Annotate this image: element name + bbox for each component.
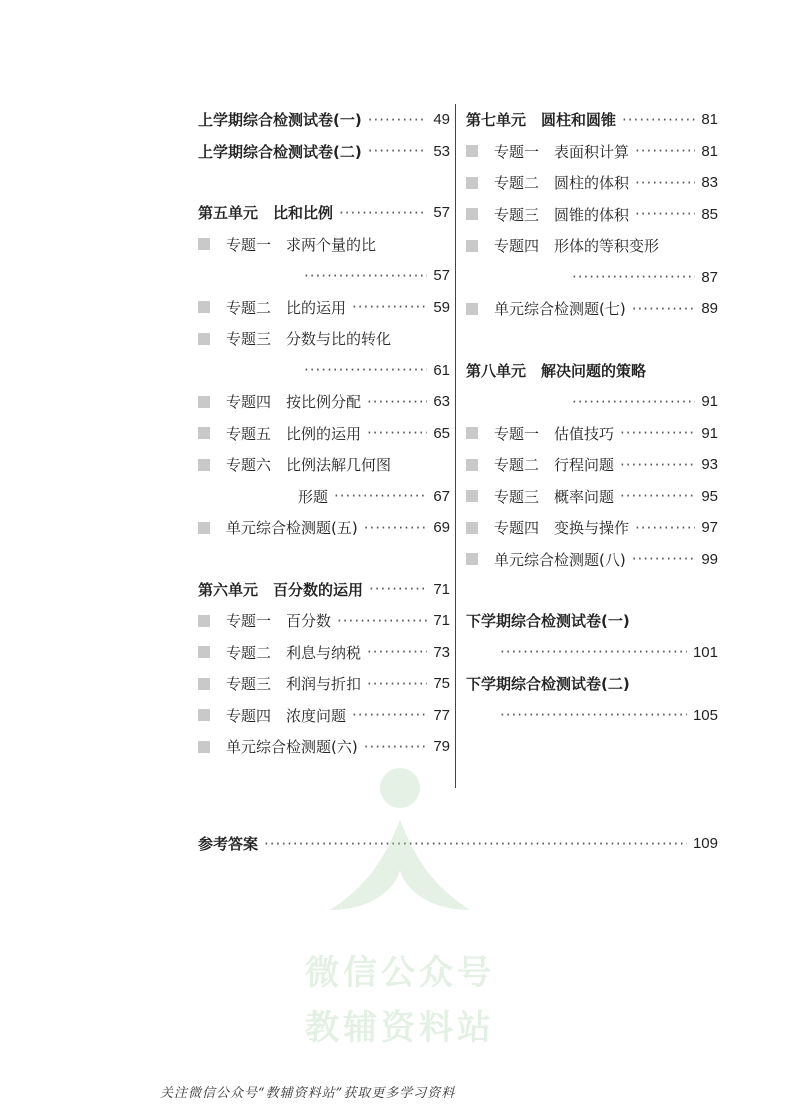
- toc-entry-label: 形题: [298, 487, 329, 506]
- toc-entry-label: 专题一 表面积计算: [494, 142, 630, 161]
- leader-dots: [304, 361, 427, 379]
- toc-entry-label: 专题二 利息与纳税: [226, 643, 362, 662]
- toc-page-number: 67: [433, 487, 450, 505]
- toc-entry[interactable]: [466, 167, 718, 199]
- toc-page-number: 85: [701, 205, 718, 223]
- leader-dots: [368, 142, 428, 160]
- bullet-square-icon: [466, 208, 478, 220]
- toc-entry-label: 专题三 利润与折扣: [226, 675, 362, 694]
- toc-entry-label: 专题五 比例的运用: [226, 424, 362, 443]
- toc-page-number: 97: [701, 519, 718, 537]
- toc-page-number: 81: [701, 111, 718, 129]
- bullet-square-icon: [198, 522, 210, 534]
- leader-dots: [500, 706, 687, 724]
- toc-entry-label: 第七单元 圆柱和圆锥: [466, 111, 617, 130]
- toc-entry[interactable]: [466, 700, 718, 732]
- toc-entry-label: 第五单元 比和比例: [198, 204, 334, 223]
- bullet-square-icon: [466, 303, 478, 315]
- toc-entry[interactable]: [466, 230, 718, 262]
- bullet-square-icon: [198, 301, 210, 313]
- toc-page-number: 71: [433, 612, 450, 630]
- toc-entry-label: 专题三 概率问题: [494, 487, 615, 506]
- toc-entry[interactable]: [466, 104, 718, 136]
- watermark-line-2: 教辅资料站: [305, 1008, 495, 1048]
- toc-entry[interactable]: [198, 197, 450, 229]
- toc-entry[interactable]: [466, 355, 718, 387]
- bullet-square-icon: [198, 238, 210, 250]
- leader-dots: [337, 612, 427, 630]
- leader-dots: [364, 519, 428, 537]
- toc-entry-label: 专题二 圆柱的体积: [494, 174, 630, 193]
- toc-page-number: 99: [701, 550, 718, 568]
- toc-entry-label: 第六单元 百分数的运用: [198, 580, 364, 599]
- toc-entry[interactable]: [198, 512, 450, 544]
- toc-entry-label: 第八单元 解决问题的策略: [466, 361, 647, 380]
- toc-entry[interactable]: [466, 512, 718, 544]
- toc-entry[interactable]: [198, 229, 450, 261]
- toc-page-number: 83: [701, 174, 718, 192]
- toc-entry-label: 专题一 估值技巧: [494, 424, 615, 443]
- leader-dots: [352, 706, 427, 724]
- toc-entry[interactable]: [466, 544, 718, 576]
- toc-entry[interactable]: [466, 386, 718, 418]
- toc-page-number: 89: [701, 300, 718, 318]
- toc-entry-label: 单元综合检测题(七): [494, 300, 626, 319]
- toc-entry-label: 专题四 形体的等积变形: [494, 237, 660, 256]
- toc-entry-label: 单元综合检测题(八): [494, 550, 626, 569]
- toc-page-number: 91: [701, 393, 718, 411]
- toc-page-number: 59: [433, 298, 450, 316]
- bullet-square-icon: [466, 177, 478, 189]
- leader-dots: [352, 298, 427, 316]
- toc-entry-label: 专题二 行程问题: [494, 456, 615, 475]
- toc-entry[interactable]: [198, 323, 450, 355]
- toc-page-number: 69: [433, 519, 450, 537]
- bullet-square-icon: [466, 145, 478, 157]
- toc-entry[interactable]: [198, 449, 450, 481]
- toc-entry[interactable]: [466, 262, 718, 294]
- leader-dots: [367, 424, 427, 442]
- toc-page-number: 87: [701, 268, 718, 286]
- toc-entry-label: 上学期综合检测试卷(二): [198, 142, 362, 161]
- toc-entry-label: 专题四 变换与操作: [494, 519, 630, 538]
- bullet-square-icon: [198, 396, 210, 408]
- toc-page-number: 63: [433, 393, 450, 411]
- bullet-square-icon: [466, 459, 478, 471]
- toc-entry[interactable]: [466, 449, 718, 481]
- leader-dots: [572, 268, 695, 286]
- toc-entry[interactable]: [466, 293, 718, 325]
- column-divider: [455, 104, 456, 788]
- watermark-line-1: 微信公众号: [305, 953, 495, 993]
- bullet-square-icon: [198, 741, 210, 753]
- toc-page-number: 79: [433, 738, 450, 756]
- leader-dots: [620, 424, 695, 442]
- toc-entry-label: 专题二 比的运用: [226, 298, 347, 317]
- bullet-square-icon: [198, 333, 210, 345]
- toc-entry[interactable]: [198, 260, 450, 292]
- toc-entry[interactable]: [466, 418, 718, 450]
- toc-entry[interactable]: [198, 700, 450, 732]
- toc-entry[interactable]: [466, 668, 718, 700]
- toc-page-number: 81: [701, 142, 718, 160]
- bullet-square-icon: [466, 522, 478, 534]
- toc-entry[interactable]: [466, 605, 718, 637]
- bullet-square-icon: [466, 490, 478, 502]
- toc-page-number: 101: [692, 643, 718, 661]
- bullet-square-icon: [466, 427, 478, 439]
- toc-page-number: 53: [433, 142, 450, 160]
- leader-dots: [635, 205, 695, 223]
- leader-dots: [334, 487, 427, 505]
- toc-page-number: 73: [433, 643, 450, 661]
- toc-entry-label: 参考答案: [198, 835, 259, 854]
- toc-entry[interactable]: [198, 386, 450, 418]
- toc-entry[interactable]: [466, 136, 718, 168]
- leader-dots: [364, 738, 428, 756]
- toc-page-number: 65: [433, 424, 450, 442]
- leader-dots: [367, 675, 427, 693]
- toc-entry[interactable]: [198, 136, 450, 168]
- toc-right-column: [466, 104, 718, 731]
- toc-page-number: 91: [701, 424, 718, 442]
- toc-page-number: 75: [433, 675, 450, 693]
- leader-dots: [500, 643, 687, 661]
- toc-entry-label: 下学期综合检测试卷(一): [466, 612, 630, 631]
- bullet-square-icon: [198, 646, 210, 658]
- leader-dots: [339, 204, 427, 222]
- toc-left-column: [198, 104, 450, 763]
- toc-page-number: 61: [433, 361, 450, 379]
- toc-entry[interactable]: [198, 104, 450, 136]
- toc-entry[interactable]: [198, 637, 450, 669]
- toc-entry[interactable]: [466, 481, 718, 513]
- toc-entry-label: 上学期综合检测试卷(一): [198, 111, 362, 130]
- bullet-square-icon: [198, 459, 210, 471]
- toc-page-number: 71: [433, 580, 450, 598]
- leader-dots: [635, 519, 695, 537]
- toc-page-number: 49: [433, 111, 450, 129]
- toc-entry[interactable]: [198, 605, 450, 637]
- toc-page-number: 105: [692, 706, 718, 724]
- toc-page-number: 109: [692, 835, 718, 853]
- toc-entry[interactable]: [466, 199, 718, 231]
- toc-entry-label: 专题三 圆锥的体积: [494, 205, 630, 224]
- toc-entry-label: 下学期综合检测试卷(二): [466, 675, 630, 694]
- leader-dots: [632, 300, 696, 318]
- leader-dots: [620, 487, 695, 505]
- leader-dots: [622, 111, 695, 129]
- toc-entry[interactable]: [466, 637, 718, 669]
- leader-dots: [620, 456, 695, 474]
- watermark-logo-icon: [320, 760, 480, 940]
- footer-note: 关注微信公众号“教辅资料站”获取更多学习资料: [160, 1086, 456, 1101]
- toc-entry[interactable]: [198, 731, 450, 763]
- toc-entry[interactable]: [198, 668, 450, 700]
- toc-entry[interactable]: [198, 292, 450, 324]
- bullet-square-icon: [466, 553, 478, 565]
- leader-dots: [369, 580, 427, 598]
- toc-entry-label: 专题四 浓度问题: [226, 706, 347, 725]
- leader-dots: [635, 142, 695, 160]
- leader-dots: [367, 643, 427, 661]
- leader-dots: [368, 111, 428, 129]
- toc-page-number: 93: [701, 456, 718, 474]
- toc-page-number: 57: [433, 204, 450, 222]
- toc-entry[interactable]: [198, 481, 450, 513]
- toc-entry-label: 单元综合检测题(六): [226, 738, 358, 757]
- toc-page-number: 95: [701, 487, 718, 505]
- bullet-square-icon: [466, 240, 478, 252]
- toc-entry-label: 专题六 比例法解几何图: [226, 456, 392, 475]
- leader-dots: [572, 393, 695, 411]
- bullet-square-icon: [198, 709, 210, 721]
- toc-entry-label: 单元综合检测题(五): [226, 519, 358, 538]
- bullet-square-icon: [198, 427, 210, 439]
- leader-dots: [304, 267, 427, 285]
- toc-entry-label: 专题四 按比例分配: [226, 393, 362, 412]
- toc-entry-label: 专题一 求两个量的比: [226, 235, 377, 254]
- toc-entry[interactable]: [198, 355, 450, 387]
- bullet-square-icon: [198, 615, 210, 627]
- leader-dots: [367, 393, 427, 411]
- bullet-square-icon: [198, 678, 210, 690]
- toc-entry[interactable]: [198, 574, 450, 606]
- toc-entry-label: 专题三 分数与比的转化: [226, 330, 392, 349]
- toc-entry[interactable]: [198, 418, 450, 450]
- toc-page-number: 57: [433, 267, 450, 285]
- toc-entry-label: 专题一 百分数: [226, 612, 332, 631]
- leader-dots: [635, 174, 695, 192]
- leader-dots: [632, 550, 696, 568]
- toc-page-number: 77: [433, 706, 450, 724]
